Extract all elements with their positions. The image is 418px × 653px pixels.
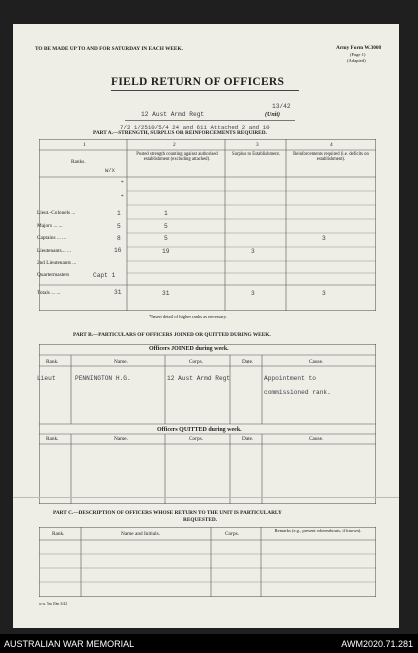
part-c-col-remarks: Remarks (e.g., present whereabouts, if known). bbox=[274, 528, 362, 533]
joined-name: PENNINGTON H.G. bbox=[75, 375, 131, 382]
joined-rank: Lieut bbox=[37, 375, 56, 382]
joined-col-date: Date. bbox=[242, 359, 254, 365]
row-posted: 5 bbox=[164, 235, 168, 242]
row-rank: 2nd Lieutenants ... bbox=[37, 260, 77, 266]
header-instruction: TO BE MADE UP TO AND FOR SATURDAY IN EACH WEEK. bbox=[35, 46, 183, 52]
part-b-grid bbox=[39, 344, 376, 504]
col-number-1: 1 bbox=[83, 142, 86, 148]
row-rank: Captains ... ... bbox=[37, 235, 67, 241]
joined-col-rank: Rank. bbox=[46, 359, 59, 365]
row-wx: 16 bbox=[114, 247, 122, 254]
totals-surplus: 3 bbox=[251, 290, 255, 297]
row-wx: 8 bbox=[117, 235, 121, 242]
row-reinforcements: 3 bbox=[322, 235, 326, 242]
form-id: Army Form W.3008 bbox=[336, 45, 382, 51]
joined-title: Officers JOINED during week. bbox=[149, 346, 229, 352]
part-c-grid bbox=[39, 527, 376, 597]
part-c-title-line1: PART C.—DESCRIPTION OF OFFICERS WHOSE RETURN TO THE UNIT IS PARTICULARLY bbox=[53, 510, 282, 516]
surplus-header: Surplus to Establishment. bbox=[231, 152, 281, 157]
footer-right: AWM2020.71.281 bbox=[341, 639, 413, 649]
wx-header: W/X bbox=[105, 167, 115, 174]
joined-col-corps: Corps. bbox=[189, 359, 203, 365]
title-underline bbox=[111, 90, 299, 91]
row-wx: Capt 1 bbox=[93, 272, 116, 279]
archive-footer bbox=[0, 634, 418, 653]
row-rank: Quartermasters bbox=[37, 272, 70, 278]
unit-value: 12 Aust Armd Regt bbox=[141, 111, 205, 118]
quitted-title: Officers QUITTED during week. bbox=[157, 427, 242, 433]
form-paper bbox=[13, 24, 399, 628]
totals-wx: 31 bbox=[114, 289, 122, 296]
totals-posted: 31 bbox=[162, 290, 170, 297]
fold-line bbox=[13, 497, 399, 498]
quitted-col-rank: Rank. bbox=[46, 436, 59, 442]
part-c-col-rank: Rank. bbox=[52, 531, 65, 537]
quitted-col-name: Name. bbox=[114, 436, 128, 442]
form-page: (Page 1) bbox=[350, 52, 366, 57]
joined-cause-line2: commissioned rank. bbox=[264, 389, 331, 396]
part-a-grid bbox=[39, 139, 376, 311]
part-b-title: PART B.—PARTICULARS OF OFFICERS JOINED OR QUITTED DURING WEEK. bbox=[73, 332, 271, 338]
part-c-col-corps: Corps. bbox=[225, 531, 239, 537]
joined-corps: 12 Aust Armd Regt bbox=[167, 375, 231, 382]
row-rank: Lieut.-Colonels ... bbox=[37, 210, 76, 216]
joined-cause-line1: Appointment to bbox=[264, 375, 316, 382]
part-c-title-line2: REQUESTED. bbox=[183, 517, 217, 523]
row-rank: Lieutenants... ... bbox=[37, 248, 71, 254]
print-mark: w.w. 5m 10m 3/42 bbox=[39, 602, 68, 606]
totals-label: Totals ... ... bbox=[37, 290, 61, 296]
row-posted: 19 bbox=[162, 248, 170, 255]
posted-header: Posted strength counting against authorised establishment (excluding attached). bbox=[136, 152, 218, 162]
quitted-col-cause: Cause. bbox=[309, 436, 324, 442]
quitted-col-corps: Corps. bbox=[189, 436, 203, 442]
part-a-title: PART A.—STRENGTH, SURPLUS OR REINFORCEMENTS REQUIRED. bbox=[93, 130, 267, 136]
unit-label: (Unit) bbox=[265, 112, 280, 118]
part-a-footnote: *Insert detail of higher ranks as necessary. bbox=[149, 314, 227, 319]
form-adapted: (Adapted) bbox=[347, 58, 366, 63]
row-surplus: 3 bbox=[251, 248, 255, 255]
ranks-header: Ranks. bbox=[71, 159, 86, 165]
footer-left: AUSTRALIAN WAR MEMORIAL bbox=[4, 639, 135, 649]
quitted-col-date: Date. bbox=[242, 436, 254, 442]
row-rank: * bbox=[121, 180, 124, 186]
totals-reinforcements: 3 bbox=[322, 290, 326, 297]
unit-number: 13/42 bbox=[272, 103, 291, 110]
row-posted: 5 bbox=[164, 223, 168, 230]
form-title: FIELD RETURN OF OFFICERS bbox=[111, 76, 285, 88]
unit-line bbox=[125, 120, 295, 121]
col-number-4: 4 bbox=[330, 142, 333, 148]
date-line: 7/2 1/2510/5/4 24 and 611 Attached 2 and 10 bbox=[120, 124, 270, 131]
row-posted: 1 bbox=[164, 210, 168, 217]
row-rank: * bbox=[121, 194, 124, 200]
row-rank: Majors ... ... bbox=[37, 223, 63, 229]
col-number-3: 3 bbox=[256, 142, 259, 148]
joined-col-name: Name. bbox=[114, 359, 128, 365]
col-number-2: 2 bbox=[173, 142, 176, 148]
row-wx: 5 bbox=[117, 223, 121, 230]
joined-col-cause: Cause. bbox=[309, 359, 324, 365]
reinforcements-header: Reinforcements required (i.e. deficits on establishment). bbox=[293, 152, 369, 162]
row-wx: 1 bbox=[117, 210, 121, 217]
part-c-col-name: Name and Initials. bbox=[121, 531, 160, 537]
